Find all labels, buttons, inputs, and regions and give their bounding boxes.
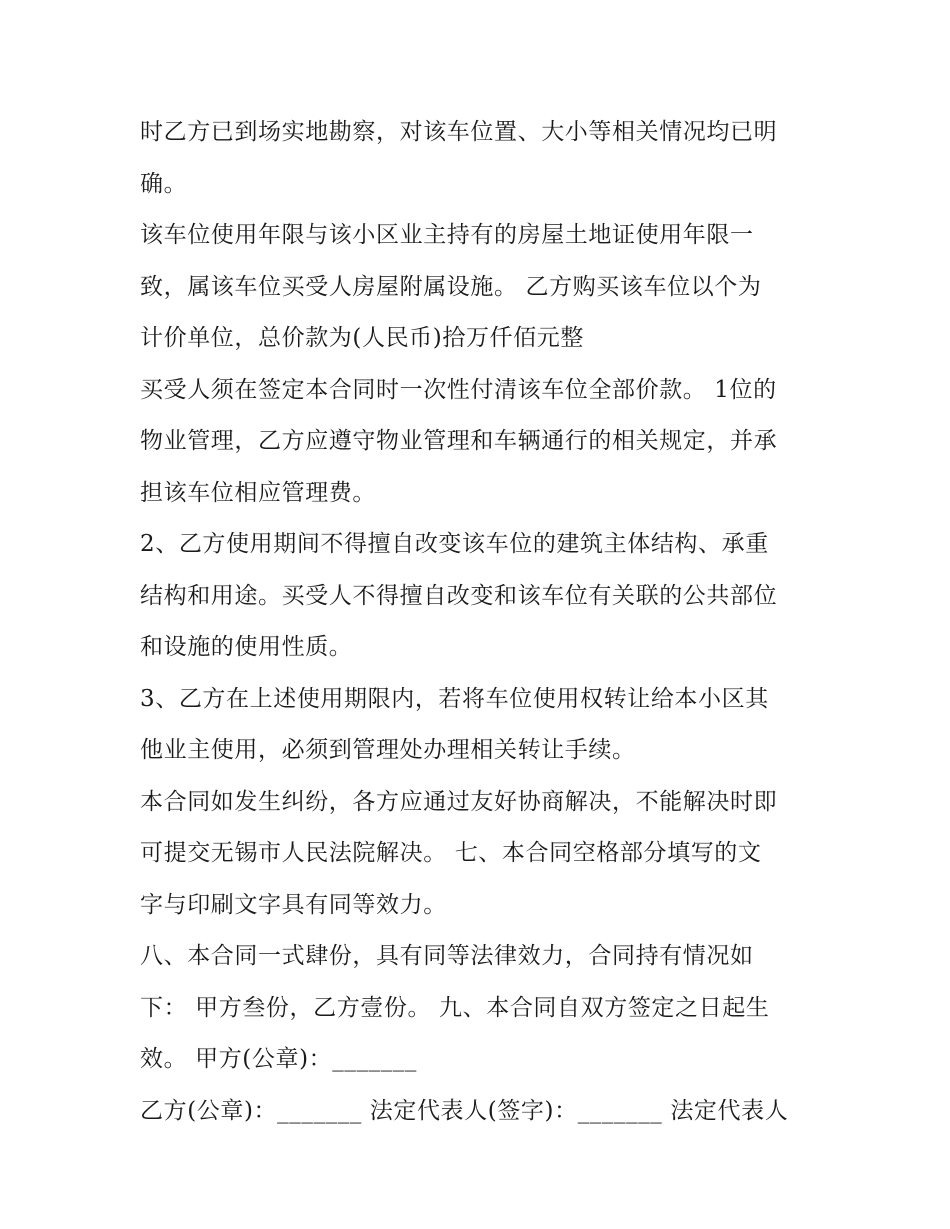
text-line: 效。 甲方(公章)：_______	[140, 1046, 417, 1072]
text-line: 结构和用途。买受人不得擅自改变和该车位有关联的公共部位	[140, 582, 778, 609]
text-line: 买受人须在签定本合同时一次性付清该车位全部价款。 1位的	[140, 376, 777, 403]
text-line: 字与印刷文字具有同等效力。	[140, 891, 447, 918]
text-line: 2、乙方使用期间不得擅自改变该车位的建筑主体结构、承重	[140, 531, 769, 557]
text-line: 乙方(公章)：_______ 法定代表人(签字)：_______ 法定代表人	[140, 1097, 789, 1124]
text-line: 该车位使用年限与该小区业主持有的房屋土地证使用年限一	[140, 222, 754, 248]
text-line: 可提交无锡市人民法院解决。 七、本合同空格部分填写的文	[140, 840, 762, 866]
text-line: 3、乙方在上述使用期限内，若将车位使用权转让给本小区其	[140, 685, 769, 712]
text-line: 担该车位相应管理费。	[140, 479, 376, 506]
text-line: 本合同如发生纠纷，各方应通过友好协商解决，不能解决时即	[140, 788, 778, 815]
text-line: 致，属该车位买受人房屋附属设施。 乙方购买该车位以个为	[140, 273, 762, 300]
text-line: 他业主使用，必须到管理处办理相关转让手续。	[140, 737, 636, 763]
contract-text-body	[140, 107, 830, 1137]
text-line: 物业管理，乙方应遵守物业管理和车辆通行的相关规定，并承	[140, 428, 778, 454]
text-line: 八、本合同一式肆份，具有同等法律效力，合同持有情况如	[140, 943, 754, 969]
text-line: 和设施的使用性质。	[140, 634, 353, 660]
text-line: 确。	[140, 170, 188, 197]
text-line: 时乙方已到场实地勘察，对该车位置、大小等相关情况均已明	[140, 119, 778, 145]
text-line: 下： 甲方叁份，乙方壹份。 九、本合同自双方签定之日起生	[140, 994, 770, 1021]
text-line: 计价单位，总价款为(人民币)拾万仟佰元整	[140, 325, 584, 351]
